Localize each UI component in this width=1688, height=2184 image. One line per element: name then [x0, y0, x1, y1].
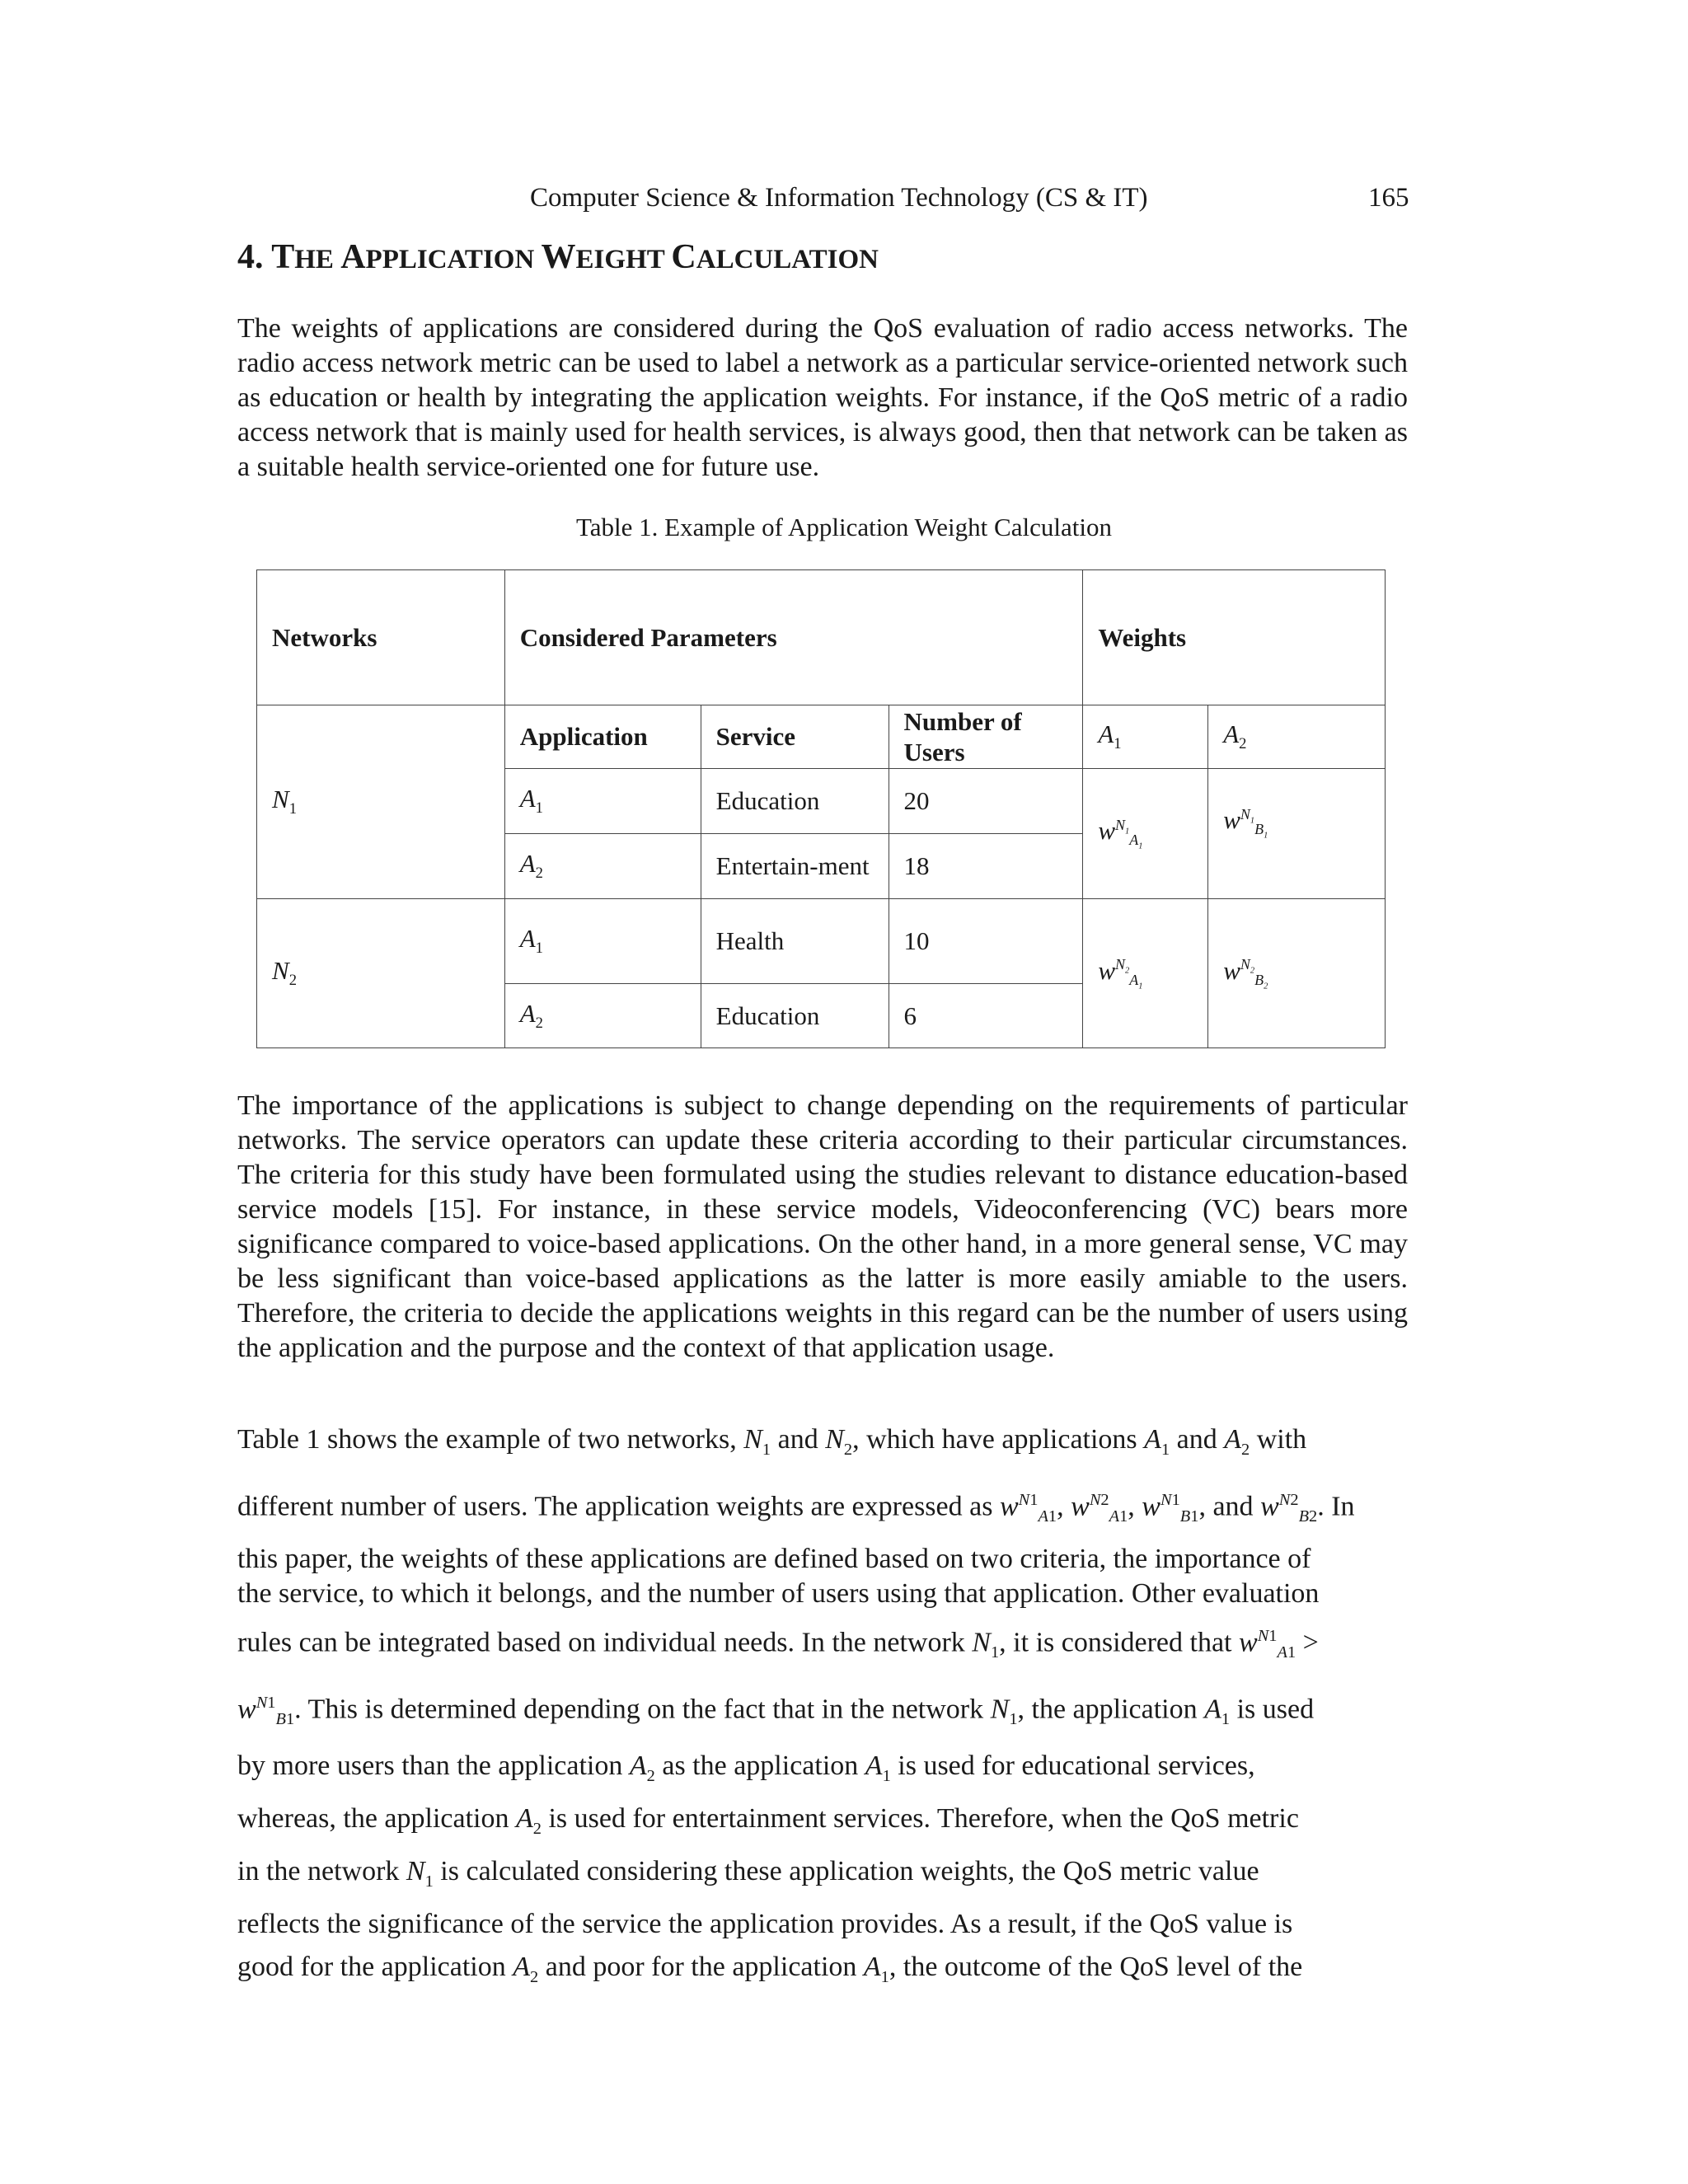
text-line: $w^{N1}_{B1}$. This is determined depending on the fact that in the network $N_1$, the application $A_1$ is used — [237, 1694, 1315, 1729]
paragraph-example — [237, 1414, 1408, 1998]
weight-n1-a2: $w^{N_1}_{B_1}$ — [1208, 769, 1386, 899]
cell-users: 6 — [889, 984, 1083, 1048]
header-weights: Weights — [1083, 570, 1386, 705]
cell-users: 18 — [889, 834, 1083, 899]
text-line: rules can be integrated based on individual needs. In the network $N_1$, it is considered that $w^{N1}_{A1}$ > — [237, 1626, 1319, 1662]
subheader-a2: $A_2$ — [1208, 705, 1386, 769]
subheader-service: Service — [701, 705, 889, 769]
paragraph-intro: The weights of applications are considered during the QoS evaluation of radio access networks. The radio access network metric can be used to label a network as a particular service-oriented network such as education or health by integrating the application weights. For instance, if the QoS metric of a radio access network that is mainly used for health services, is always good, then that network can be taken as a suitable health service-oriented one for future use. — [237, 313, 1408, 482]
table-header-row — [257, 570, 1386, 705]
text-line: good for the application $A_2$ and poor for the application $A_1$, the outcome of the QoS level of the — [237, 1951, 1303, 1986]
text-line: in the network $N_1$ is calculated considering these application weights, the QoS metric value — [237, 1855, 1259, 1891]
text-line: the service, to which it belongs, and the number of users using that application. Other evaluation — [237, 1577, 1320, 1609]
cell-users: 10 — [889, 899, 1083, 984]
subheader-number-of-users: Number of Users — [889, 705, 1083, 769]
table-row — [257, 899, 1386, 984]
weight-n2-a2: $w^{N_2}_{B_2}$ — [1208, 899, 1386, 1048]
cell-app: $A_2$ — [504, 834, 701, 899]
header-networks: Networks — [257, 570, 505, 705]
header-considered-parameters: Considered Parameters — [504, 570, 1083, 705]
paragraph-importance: The importance of the applications is subject to change depending on the requirements of particular networks. The service operators can update these criteria according to their particular circumstances. The criteria for this study have been formulated using the studies relevant to distance education-based service models [15]. For instance, in these service models, Videoconferencing (VC) bears more significance compared to voice-based applications. On the other hand, in a more general sense, VC may be less significant than voice-based applications as the latter is more easily amiable to the users. Therefore, the criteria to decide the applications weights in this regard can be the number of users using the application and the purpose and the context of that application usage. — [237, 1090, 1408, 1363]
cell-service: Education — [701, 984, 889, 1048]
section-heading: 4. THE APPLICATION WEIGHT CALCULATION — [237, 238, 879, 276]
table-caption: Table 1. Example of Application Weight Calculation — [576, 513, 1112, 541]
text-line: whereas, the application $A_2$ is used for entertainment services. Therefore, when the QoS metric — [237, 1802, 1299, 1838]
table-subheader-row — [257, 705, 1386, 769]
cell-app: $A_1$ — [504, 899, 701, 984]
text-line: reflects the significance of the service the application provides. As a result, if the QoS value is — [237, 1908, 1293, 1939]
text-line: by more users than the application $A_2$ as the application $A_1$ is used for educational services, — [237, 1750, 1255, 1785]
weight-n1-a1: $w^{N_1}_{A_1}$ — [1083, 769, 1208, 899]
weight-n2-a1: $w^{N_2}_{A_1}$ — [1083, 899, 1208, 1048]
cell-network-n1: $N_1$ — [257, 705, 505, 899]
text-line: this paper, the weights of these applications are defined based on two criteria, the importance of — [237, 1543, 1311, 1574]
subheader-a1: $A_1$ — [1083, 705, 1208, 769]
text-line: different number of users. The application weights are expressed as $w^{N1}_{A1}$, $w^{N2}_{A1}$, $w^{N1}_{B1}$, and $w^{N2}_{B2}$. In — [237, 1490, 1355, 1526]
cell-service: Education — [701, 769, 889, 834]
weights-table — [256, 569, 1386, 1048]
cell-service: Entertain-ment — [701, 834, 889, 899]
running-header: Computer Science & Information Technology (CS & IT) — [530, 183, 1148, 213]
cell-network-n2: $N_2$ — [257, 899, 505, 1048]
cell-app: $A_2$ — [504, 984, 701, 1048]
text-line: Table 1 shows the example of two networks, $N_1$ and $N_2$, which have applications $A_1$ and $A_2$ with — [237, 1424, 1307, 1459]
subheader-application: Application — [504, 705, 701, 769]
page-number: 165 — [1368, 183, 1409, 213]
cell-app: $A_1$ — [504, 769, 701, 834]
cell-service: Health — [701, 899, 889, 984]
cell-users: 20 — [889, 769, 1083, 834]
